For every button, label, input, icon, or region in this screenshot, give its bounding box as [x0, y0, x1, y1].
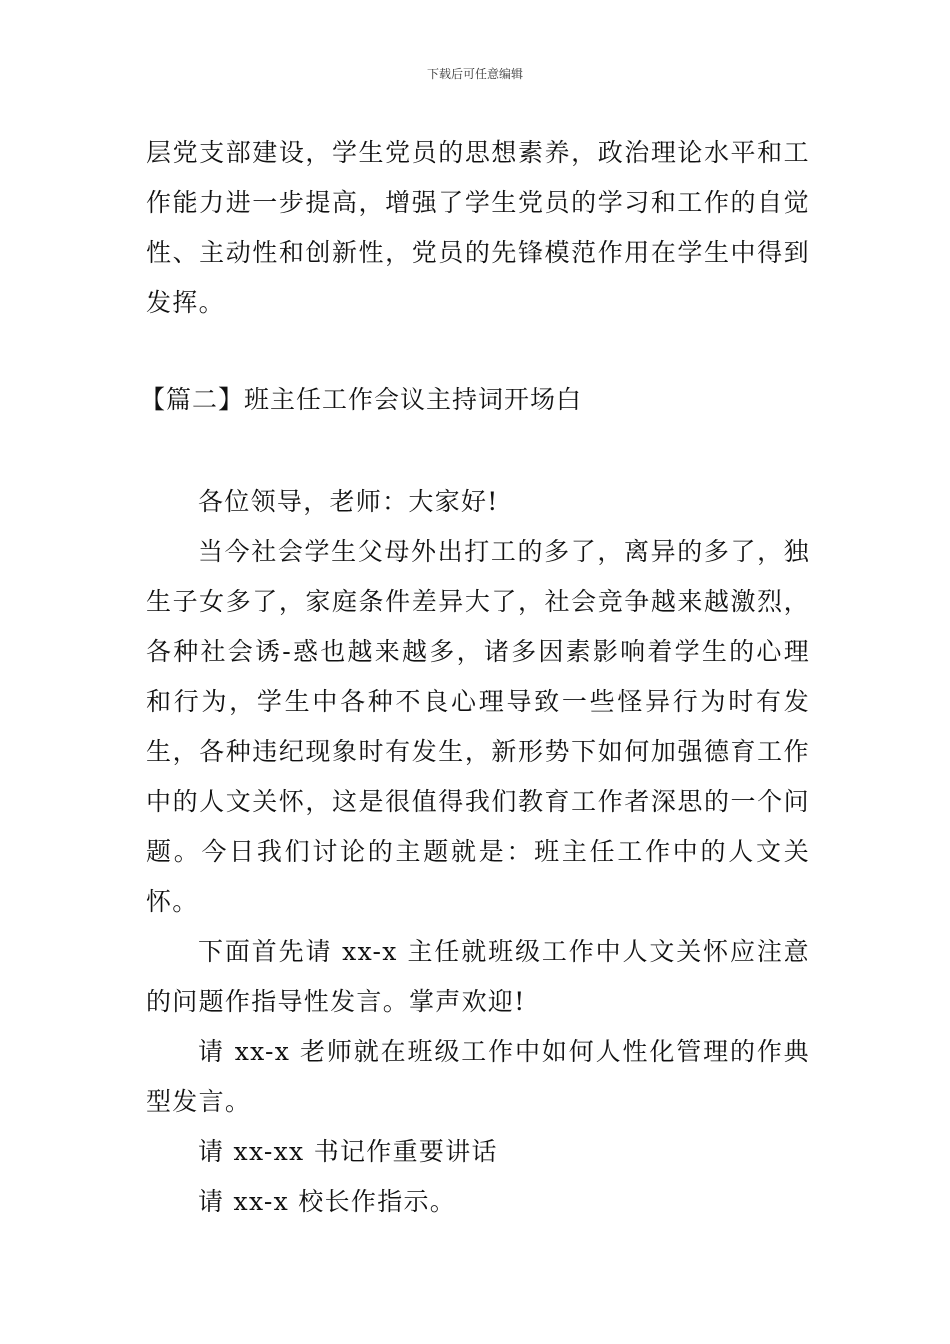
document-body [140, 128, 810, 1227]
body-paragraph: 请 xx-x 老师就在班级工作中如何人性化管理的作典型发言。 [146, 1037, 810, 1116]
spacer [146, 425, 810, 477]
intro-paragraph: 层党支部建设，学生党员的思想素养，政治理论水平和工作能力进一步提高，增强了学生党员的学习和工作的自觉性、主动性和创新性，党员的先锋模范作用在学生中得到发挥。 [146, 138, 810, 317]
body-paragraph: 当今社会学生父母外出打工的多了，离异的多了，独生子女多了，家庭条件差异大了，社会竞争越来越激烈，各种社会诱-惑也越来越多，诸多因素影响着学生的心理和行为，学生中各种不良心理导致一些怪异行为时有发生，各种违纪现象时有发生，新形势下如何加强德育工作中的人文关怀，这是很值得我们教育工作者深思的一个问题。今日我们讨论的主题就是：班主任工作中的人文关怀。 [146, 537, 810, 916]
spacer [146, 328, 810, 375]
body-paragraph: 下面首先请 xx-x 主任就班级工作中人文关怀应注意的问题作指导性发言。掌声欢迎! [146, 937, 810, 1016]
body-paragraph: 请 xx-xx 书记作重要讲话 [198, 1137, 498, 1166]
page-header: 下载后可任意编辑 [426, 67, 523, 81]
greeting-paragraph: 各位领导，老师：大家好! [198, 487, 499, 516]
section-heading: 【篇二】班主任工作会议主持词开场白 [140, 385, 583, 414]
body-paragraph: 请 xx-x 校长作指示。 [198, 1187, 457, 1216]
